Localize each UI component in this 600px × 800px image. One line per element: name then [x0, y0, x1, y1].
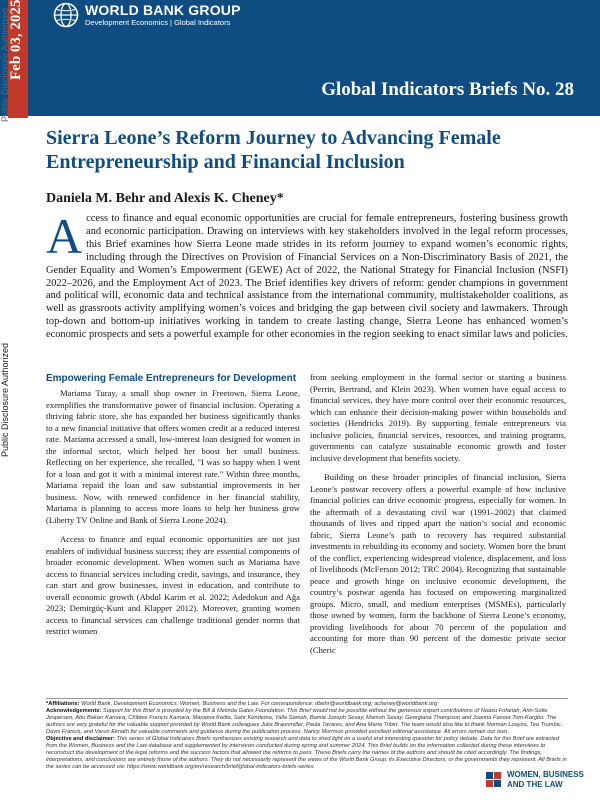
series-label: Global Indicators Briefs No. 28 [321, 79, 574, 100]
body-column-left [46, 372, 300, 638]
acknowledgements-label: Acknowledgements: [46, 708, 102, 714]
drop-cap: A [46, 208, 83, 264]
disclosure-label-middle: Public Disclosure Authorized [0, 342, 10, 458]
date-stamp: Feb 03, 2025 [8, 0, 24, 81]
disclaimer-label: Objective and disclaimer: [46, 736, 115, 742]
footnote-divider [46, 698, 568, 699]
abstract-text: ccess to finance and equal economic opportunities are crucial for female entrepreneurs, fostering business growth and economic participation. Drawing on interviews with key stakeholders involved in the legal reform processes, this Brief examines how Sierra Leone made strides in its reform journey to expand women’s economic rights, including through the Directives on Provision of Financial Services on a Non-Discriminatory Basis of 2021, the Gender Equality and Women’s Empowerment (GEWE) Act of 2022, the National Strategy for Financial Inclusion (NSFI) 2022–2026, and the Employment Act of 2023. The Brief identifies key drivers of reform: gender champions in government and political will, economic data and technical assistance from the international community, multistakeholder coalitions, as well as grassroots activity amplifying women’s voices and bridging the gap between civil society and lawmakers. Through top-down and bottom-up initiatives working in tandem to create lasting change, Sierra Leone has enhanced women’s economic prospects and sets a powerful example for other economies in the region seeking to enact similar laws and policies. [46, 213, 568, 341]
body-column-right [310, 372, 566, 656]
org-subtitle: Development Economics | Global Indicators [85, 17, 231, 27]
wbl-mark-icon [486, 772, 502, 788]
header-banner [0, 0, 600, 116]
brief-title: Sierra Leone’s Reform Journey to Advancing Female Entrepreneurship and Financial Inclusion [46, 127, 501, 173]
body-paragraph: Building on these broader principles of financial inclusion, Sierra Leone’s postwar recovery offers a powerful example of how inclusive financial policies can drive economic progress, especially for women. In the aftermath of a devastating civil war (1991–2002) that claimed thousands of lives and ripped apart the nation’s social and economic fabric, Sierra Leone’s path to recovery has required substantial investments in rebuilding its economy and society. Women bore the brunt of the conflict, experiencing widespread violence, displacement, and loss of livelihoods (McFerson 2012; TRC 2004). Recognizing that sustainable peace and growth hinge on inclusive economic development, the country’s postwar agenda has focused on empowering marginalized groups. Micro, small, and medium enterprises (MSMEs), particularly those owned by women, form the backbone of Sierra Leone’s economy, providing livelihoods for about 70 percent of the population and accounting for more than 90 percent of the domestic private sector (Cheric [310, 472, 566, 655]
disclaimer-text: This series of Global Indicators Briefs synthesizes existing research and data to shed light on a useful and interesting question for policy debate. Data for this Brief are extracted from the Women, Business and the Law database and supplemented by interviews conducted during spring and summer 2024. This Brief builds on the information collected during these interviews to reconstruct the development of the legal reforms and the success factors that allowed the reforms to pass. These Briefs carry the names of the authors and should be cited accordingly. The findings, interpretations, and conclusions are entirely those of the authors. They do not necessarily represent the views of the World Bank Group, its Executive Directors, or the governments they represent. All Briefs in the series can be accessed via: https://www.worldbank.org/en/research/brief/global-indicators-briefs-series. [46, 736, 567, 770]
wbl-logo [486, 770, 584, 790]
body-paragraph: Mariama Turay, a small shop owner in Freetown, Sierra Leone, exemplifies the transformative power of financial inclusion. Operating a thriving fabric store, she has expanded her business significantly thanks to a new financial initiative that offers women credit at a reduced interest rate. Mariama accessed a small, low-interest loan designed for women in the informal sector, which helped her boost her small business. Reflecting on her experience, she recalled, "I was so happy when I went for a loan and got it with a minimal interest rate." Within three months, Mariama repaid the loan and saw substantial improvements in her business. Now, with renewed confidence in her financial stability, Mariama is planning to access more loans to help her business grow (Liberty TV Online and Bank of Sierra Leone 2024). [46, 388, 300, 525]
world-bank-logo [53, 2, 241, 28]
affiliations-text: World Bank, Development Economics, Women, Business and the Law. For correspondence: dbehr@worldbank.org; acheney@worldbank.org [81, 701, 438, 707]
wbl-logo-line1: WOMEN, BUSINESS [507, 770, 584, 779]
body-paragraph: Access to finance and equal economic opportunities are not just enablers of individual business success; they are essential components of broader economic development. When women such as Mariama have access to financial services including credit, savings, and insurance, they can start and grow businesses, invest in education, and contribute to overall economic growth (Abdul Karim et al. 2022; Adedokun and Ağa 2023; Demirgüç-Kunt and Klapper 2012). Moreover, granting women access to financial services can challenge traditional gender norms that restrict women [46, 534, 300, 636]
footnotes [46, 701, 568, 771]
globe-icon [53, 2, 79, 28]
body-paragraph: from seeking employment in the formal sector or starting a business (Perrin, Bertrand, and Klein 2023). When women have equal access to financial services, they have more control over their economic resources, which can enhance their decision-making power within households and societies (Hendricks 2019). By supporting female entrepreneurs via inclusive policies, financial services, resources, and training programs, governments can catalyze sustainable economic growth and foster inclusive development that benefits society. [310, 372, 566, 463]
section-heading: Empowering Female Entrepreneurs for Development [46, 373, 297, 384]
org-name: WORLD BANK GROUP [85, 1, 241, 18]
affiliations-label: *Affiliations: [46, 701, 80, 707]
acknowledgements-text: Support for this Brief is provided by the Bill & Melinda Gates Foundation. This Brief would not be possible without the generous expert contributions of Naasu Fofanah, Ann-Sofie Jespersen, Abu Bakarr Kamara, Chiblee Francis Kamara, Mariama Keitta, Sahr Kendema, Yalla Samah, Bamie Joseph Sesay, Mamoh Sesay, Georgiana Thompson and Joanna Favour Tom-Kargbo. The authors are very grateful for the valuable support provided by World Bank colleagues Julia Braunmiller, Paula Tavares, and Ana Maria Tribin. The team would also like to thank Norman Loayza, Tea Trumbic, Davis Francis, and Varun Eknath for valuable comments and guidance during the publication process. Nancy Morrison provided excellent editorial assistance. All errors remain our own. [46, 708, 563, 735]
disclosure-label-top: Public Disclosure Authorized [0, 7, 10, 123]
abstract [46, 208, 568, 342]
wbl-logo-line2: AND THE LAW [507, 780, 563, 789]
authors: Daniela M. Behr and Alexis K. Cheney* [46, 191, 284, 206]
